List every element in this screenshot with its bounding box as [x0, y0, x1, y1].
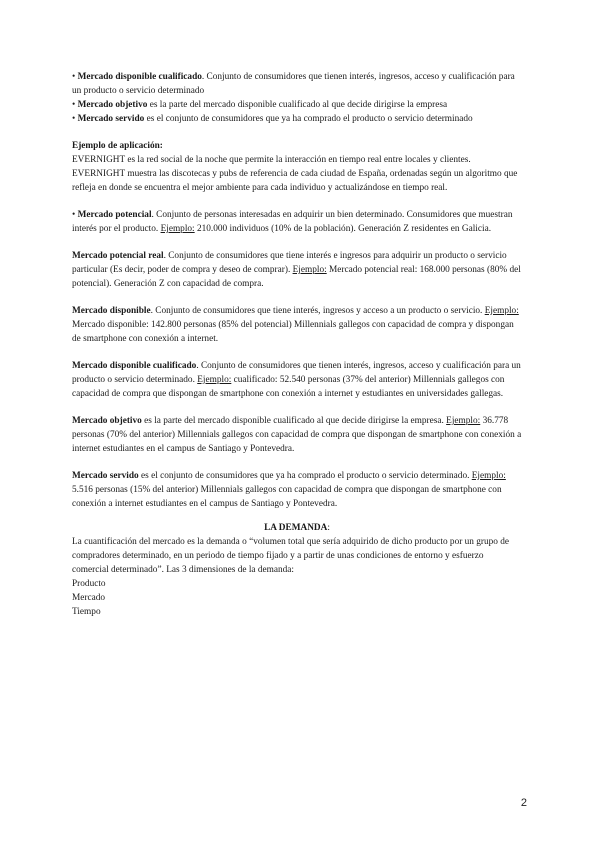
bullet-servido: • Mercado servido es el conjunto de consumidores que ya ha comprado el producto o servicio determinado — [72, 114, 473, 124]
section-mercado-potencial-real: Mercado potencial real. Conjunto de consumidores que tiene interés e ingresos para adquirir un producto o servicio particular (Es decir, poder de compra y deseo de comprar). Ejemplo: Mercado potencial real: 168.000 personas (80% del potencial). Generación Z con capacidad de compra. — [72, 251, 521, 289]
demanda-title: LA DEMANDA: — [264, 523, 330, 533]
demanda-item-producto: Producto — [72, 579, 106, 589]
demanda-item-tiempo: Tiempo — [72, 607, 101, 617]
section-mercado-disponible: Mercado disponible. Conjunto de consumidores que tiene interés, ingresos y acceso a un producto o servicio. Ejemplo: Mercado disponible: 142.800 personas (85% del potencial) Millennials gallegos con capacidad de compra y dispongan de smartphone con conexión a internet. — [72, 306, 519, 344]
example-line-2: EVERNIGHT muestra las discotecas y pubs de referencia de cada ciudad de España, ordenadas según un algoritmo que refleja en donde se encuentra el mejor ambiente para cada individuo y actualizándose en tiempo real. — [72, 169, 518, 193]
section-mercado-objetivo: Mercado objetivo es la parte del mercado disponible cualificado al que decide dirigirse la empresa. Ejemplo: 36.778 personas (70% del anterior) Millennials gallegos con capacidad de compra que dispongan de smartphone con conexión a internet estudiantes en el campus de Santiago y Pontevedra. — [72, 416, 522, 454]
demanda-text: La cuantificación del mercado es la demanda o “volumen total que sería adquirido de dicho producto por un grupo de compradores determinado, en un periodo de tiempo fijado y a partir de unas condiciones de entorno y esfuerzo comercial determinado”. Las 3 dimensiones de la demanda: — [72, 537, 510, 575]
example-heading: Ejemplo de aplicación: — [72, 141, 163, 151]
bullet-objetivo: • Mercado objetivo es la parte del mercado disponible cualificado al que decide dirigirse la empresa — [72, 100, 448, 110]
page-number: 2 — [520, 797, 527, 809]
document-page — [72, 70, 522, 619]
bullet-cualificado: • Mercado disponible cualificado. Conjunto de consumidores que tienen interés, ingresos, acceso y cualificación para un producto o servicio determinado — [72, 72, 515, 96]
section-mercado-potencial: • Mercado potencial. Conjunto de personas interesadas en adquirir un bien determinado. Consumidores que muestran interés por el producto. Ejemplo: 210.000 individuos (10% de la población). Generación Z residentes en Galicia. — [72, 210, 513, 234]
section-mercado-cualificado: Mercado disponible cualificado. Conjunto de consumidores que tienen interés, ingresos, acceso y cualificación para un producto o servicio determinado. Ejemplo: cualificado: 52.540 personas (37% del anterior) Millennials gallegos con capacidad de compra que dispongan de smartphone con conexión a internet y estudiantes en universidades gallegas. — [72, 361, 521, 399]
section-mercado-servido: Mercado servido es el conjunto de consumidores que ya ha comprado el producto o servicio determinado. Ejemplo: 5.516 personas (15% del anterior) Millennials gallegos con capacidad de compra que dispongan de smartphone con conexión a internet estudiantes en el campus de Santiago y Pontevedra. — [72, 471, 506, 509]
example-line-1: EVERNIGHT es la red social de la noche que permite la interacción en tiempo real entre locales y clientes. — [72, 155, 471, 165]
demanda-item-mercado: Mercado — [72, 593, 106, 603]
